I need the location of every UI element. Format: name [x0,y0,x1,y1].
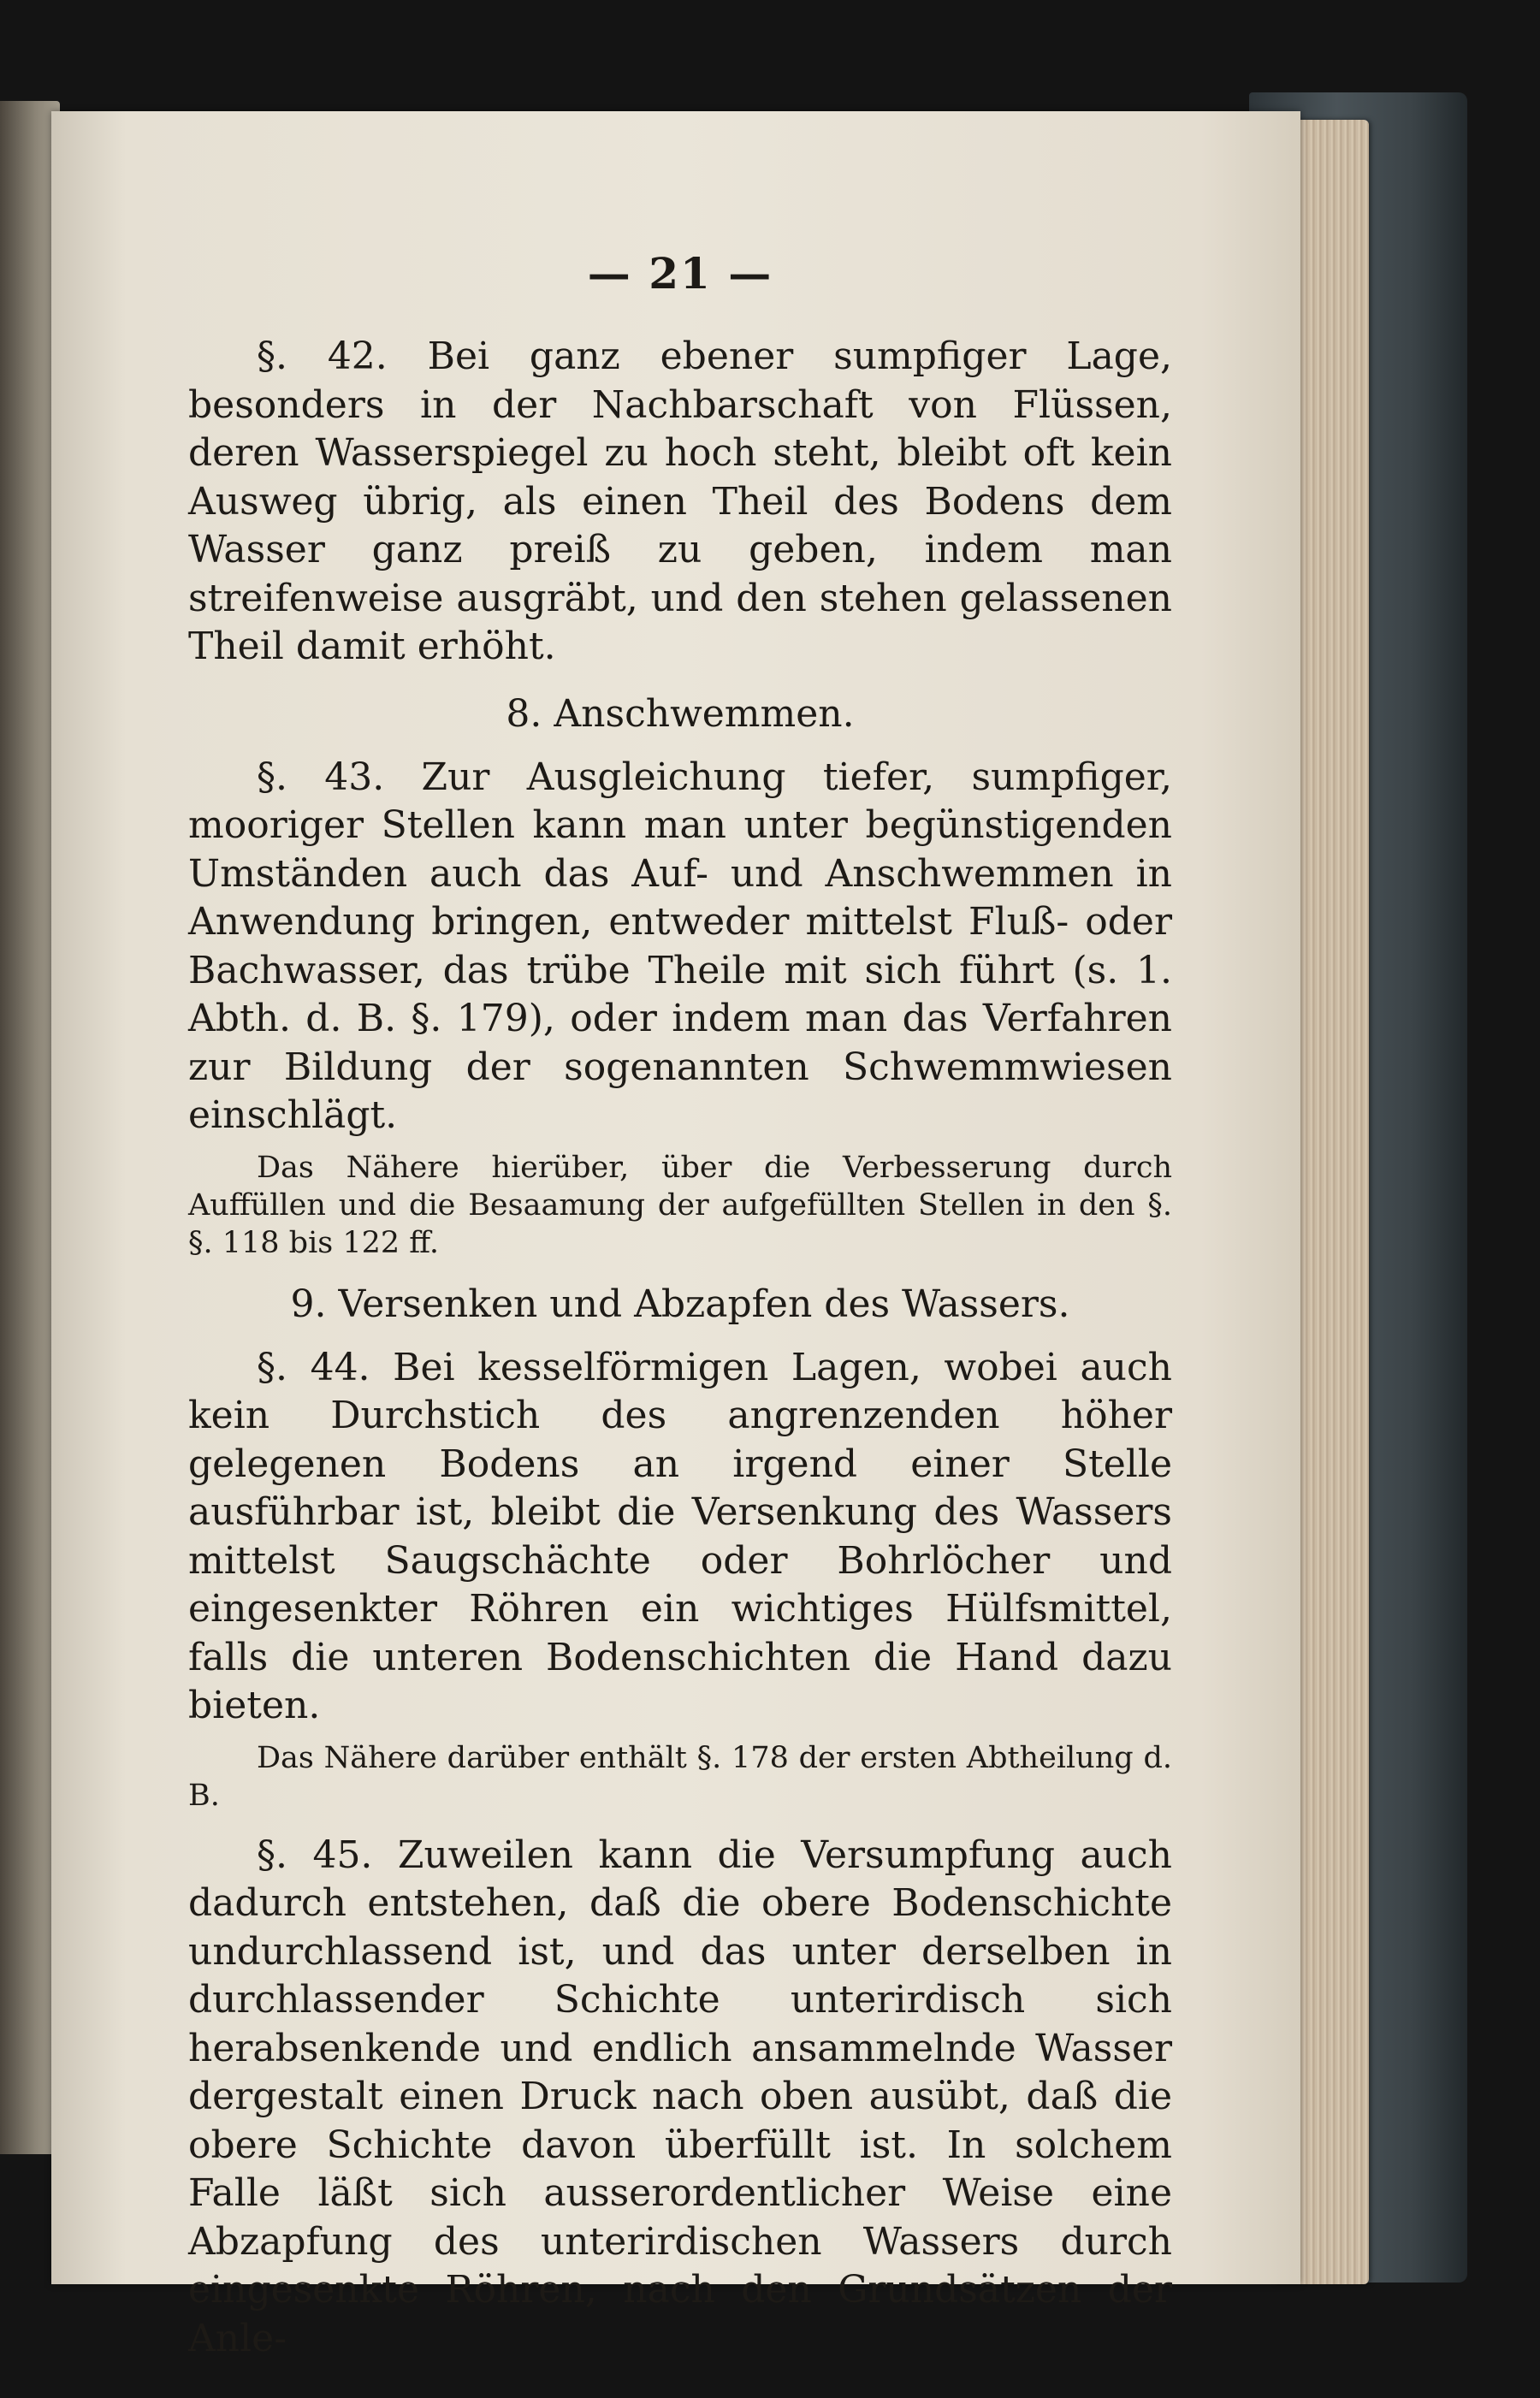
page-number: — 21 — [587,248,773,299]
paragraph-44 [188,1344,1172,1731]
paragraph-42-text: §. 42. Bei ganz ebener sumpfiger Lage, besonders in der Nachbarschaft von Flüssen, deren Wasserspiegel zu hoch steht, bleibt oft kein Ausweg übrig, als einen Theil des Bodens dem Wasser ganz preiß zu geben, indem man streifenweise ausgräbt, und den stehen gelassenen Theil damit erhöht. [188,335,1172,668]
note-44 [188,1739,1172,1815]
paragraph-43-text: §. 43. Zur Ausgleichung tiefer, sumpfiger, mooriger Stellen kann man unter begünstigenden Umständen auch das Auf- und Anschwemmen in Anwendung bringen, entweder mittelst Fluß- oder Bachwasser, das trübe Theile mit sich führt (s. 1. Abth. d. B. §. 179), oder indem man das Verfahren zur Bildung der sogenannten Schwemmwiesen einschlägt. [188,755,1172,1137]
paragraph-42 [188,333,1172,672]
section-heading-9: 9. Versenken und Abzapfen des Wassers. [290,1282,1070,1326]
note-43 [188,1149,1172,1262]
paragraph-45-text: §. 45. Zuweilen kann die Versumpfung auch dadurch entstehen, daß die obere Bodenschichte undurchlassend ist, und das unter derselben in durchlassender Schichte unterirdisch sich herabsenkende und endlich ansammelnde Wasser dergestalt einen Druck nach oben ausübt, daß die obere Schichte davon überfüllt ist. In solchem Falle läßt sich ausserordentlicher Weise eine Abzapfung des unterirdischen Wassers durch eingesenkte Röhren, nach den Grundsätzen der Anle- [188,1833,1172,2360]
note-44-text: Das Nähere darüber enthält §. 178 der ersten Abtheilung d. B. [188,1740,1172,1813]
book-page [51,111,1300,2360]
paragraph-45 [188,1832,1172,2364]
section-heading-8: 8. Anschwemmen. [506,691,855,736]
note-43-text: Das Nähere hierüber, über die Verbesserung durch Auffüllen und die Besaamung der aufgefüllten Stellen in den §. §. 118 bis 122 ff. [188,1150,1172,1260]
paragraph-44-text: §. 44. Bei kesselförmigen Lagen, wobei auch kein Durchstich des angrenzenden höher gelegenen Bodens an irgend einer Stelle ausführbar ist, bleibt die Versenkung des Wassers mittelst Saugschächte oder Bohrlöcher und eingesenkter Röhren ein wichtiges Hülfsmittel, falls die unteren Bodenschichten die Hand dazu bieten. [188,1345,1172,1727]
page-content [188,248,1172,2363]
paragraph-43 [188,754,1172,1140]
